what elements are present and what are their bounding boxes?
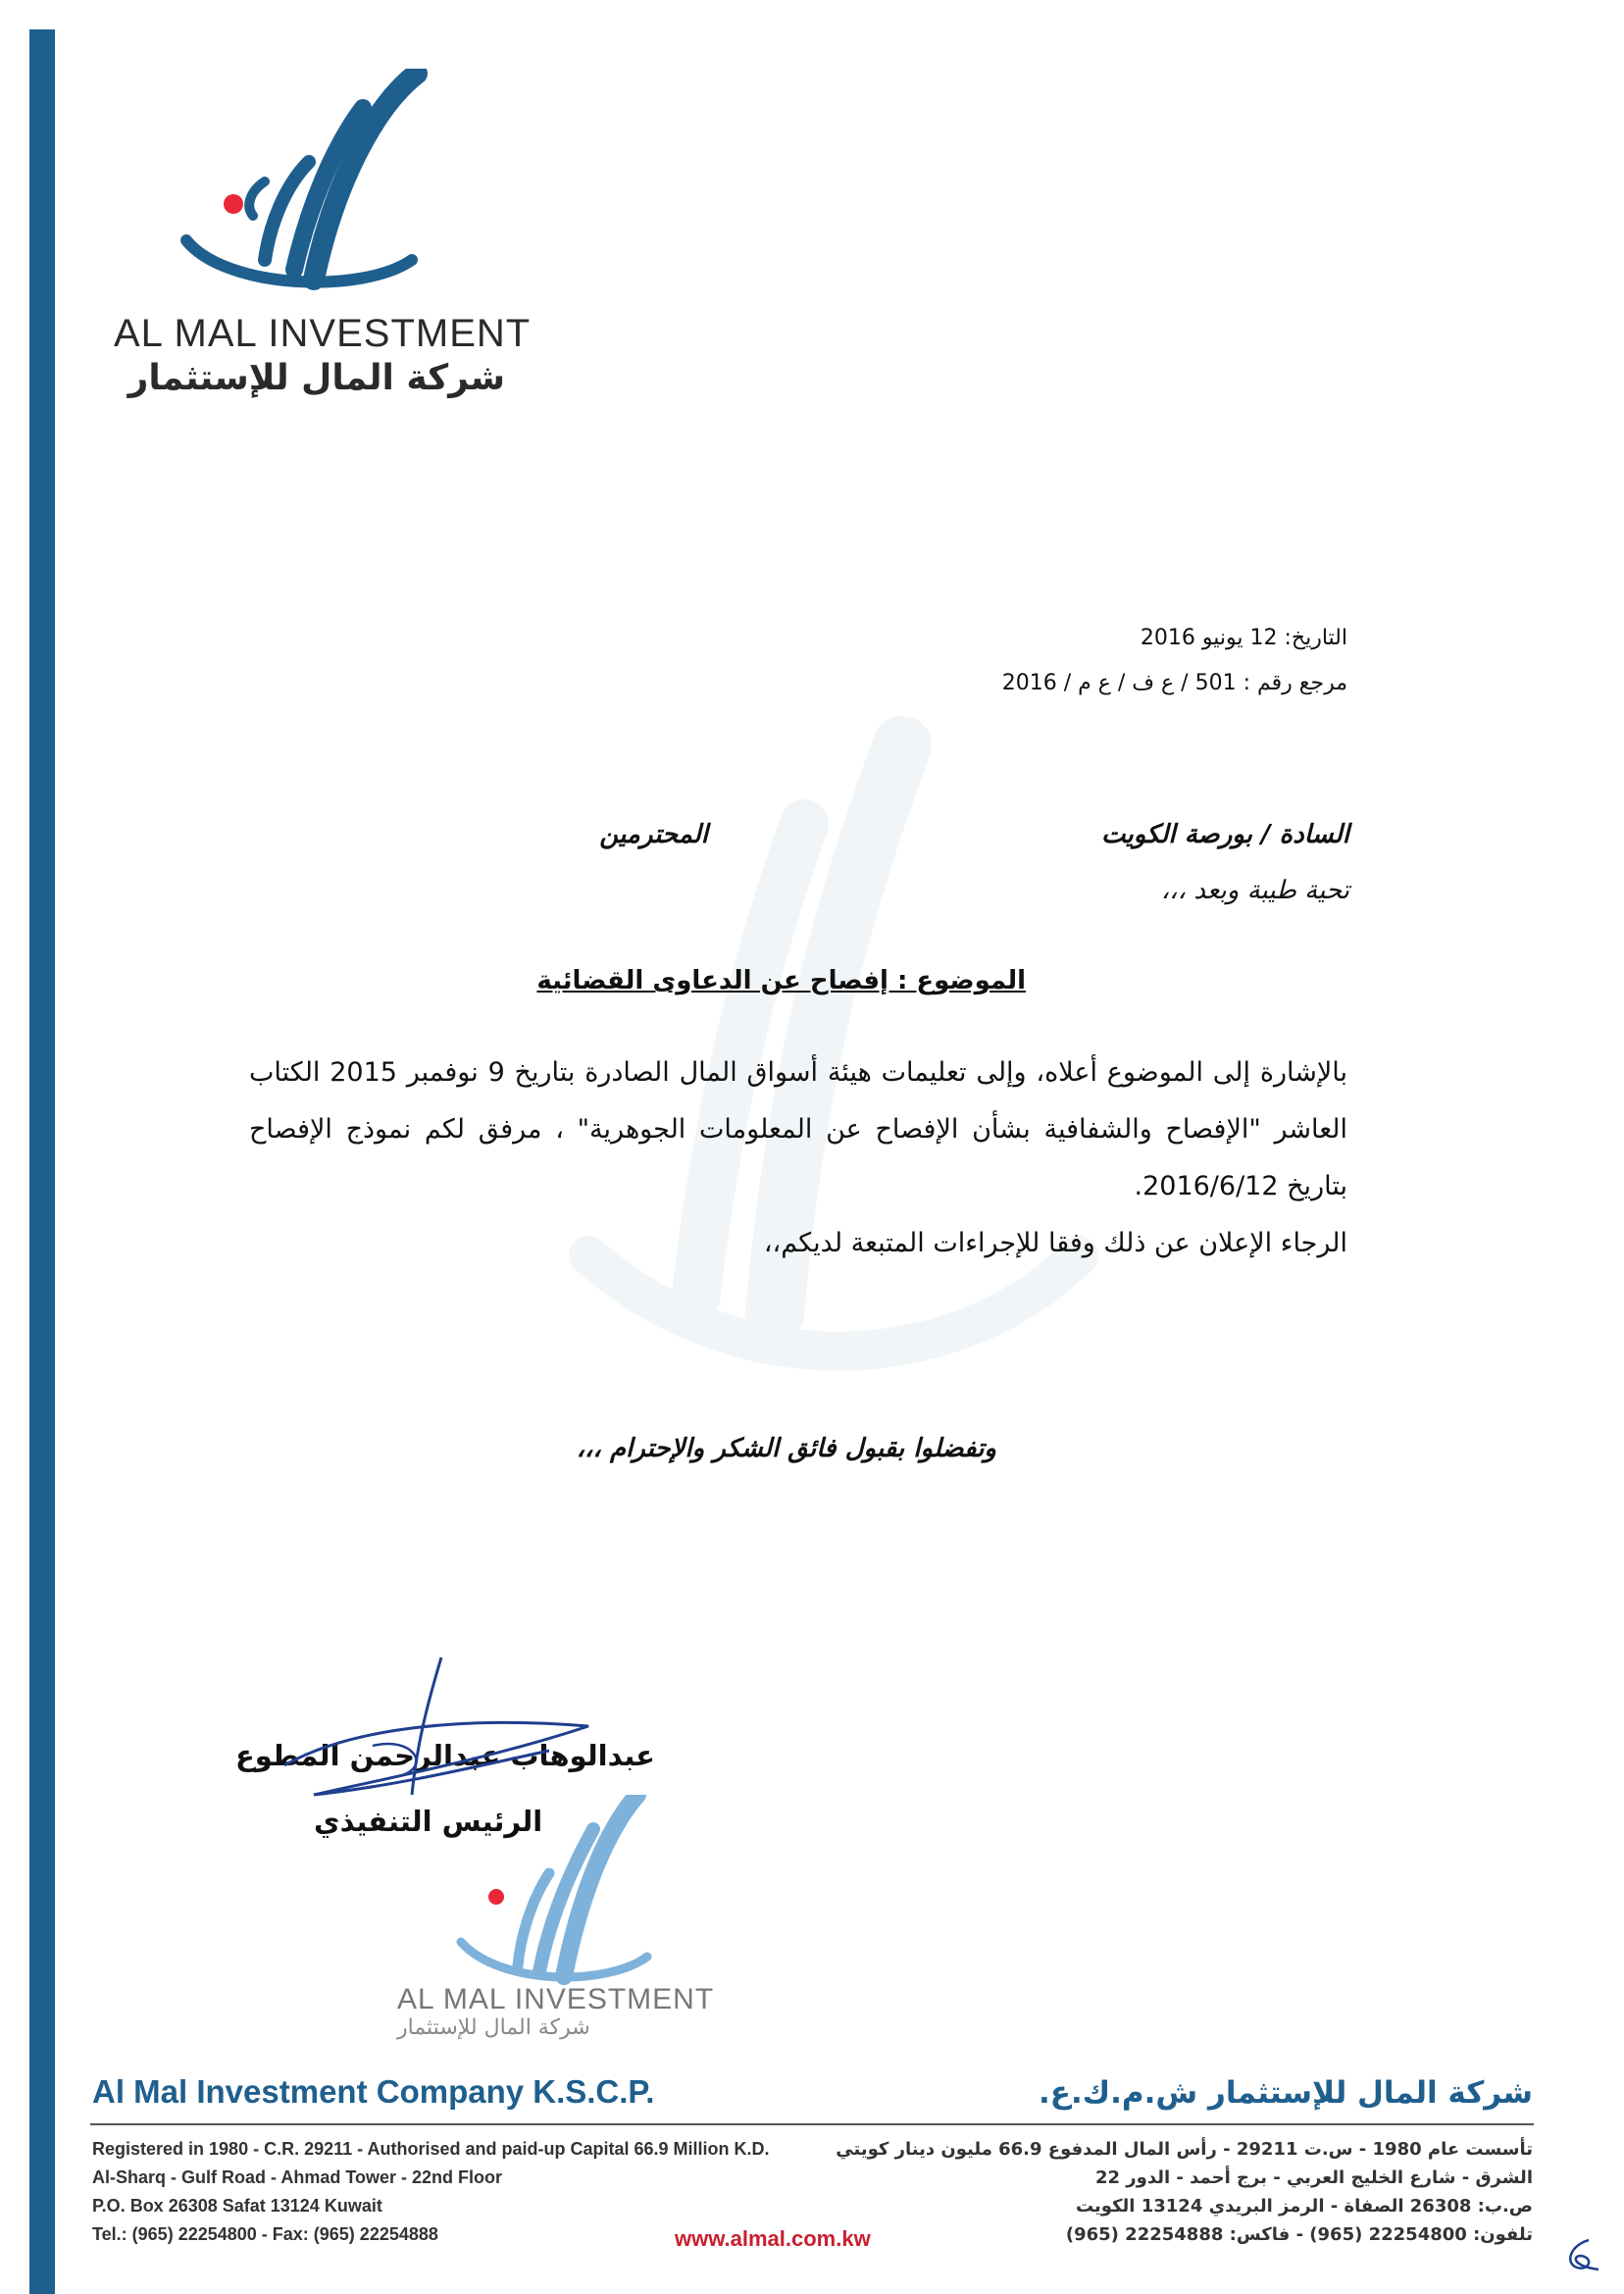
footer-pobox-ar: ص.ب: 26308 الصفاة - الرمز البريدي 13124 الكويت — [1075, 2196, 1533, 2217]
stamp-name-ar: شركة المال للإستثمار — [397, 2015, 590, 2040]
addressee: السادة / بورصة الكويت — [1100, 820, 1349, 849]
ref-label: مرجع رقم : — [1243, 671, 1347, 695]
letter-reference — [1002, 671, 1347, 695]
footer-registration-ar: تأسست عام 1980 - س.ت 29211 - رأس المال المدفوع 66.9 مليون دينار كويتي — [836, 2139, 1533, 2160]
signer-title: الرئيس التنفيذي — [314, 1805, 543, 1838]
brand-name-ar: شركة المال للإستثمار — [127, 358, 505, 398]
footer-registration-en: Registered in 1980 - C.R. 29211 - Authorised and paid-up Capital 66.9 Million K.D. — [92, 2139, 770, 2159]
footer-address-en: Al-Sharq - Gulf Road - Ahmad Tower - 22nd Floor — [92, 2167, 502, 2187]
letter-date — [1141, 626, 1347, 650]
honorific: المحترمين — [599, 820, 708, 849]
signer-name: عبدالوهاب عبدالرحمن المطوع — [235, 1739, 655, 1772]
website-link[interactable]: www.almal.com.kw — [675, 2226, 871, 2251]
footer-company-ar: شركة المال للإستثمار ش.م.ك.ع. — [1039, 2075, 1533, 2111]
body-paragraph-2: الرجاء الإعلان عن ذلك وفقا للإجراءات المتبعة لديكم،، — [763, 1228, 1347, 1258]
ref-value: 501 / ع ف / ع م / 2016 — [1001, 671, 1237, 695]
brand-name-en: AL MAL INVESTMENT — [114, 312, 532, 355]
footer-phone-en: Tel.: (965) 22254800 - Fax: (965) 22254888 — [92, 2224, 438, 2244]
subject-line: الموضوع : إفصاح عن الدعاوى القضائية — [536, 966, 1026, 995]
left-accent-bar — [29, 29, 55, 2294]
greeting: تحية طيبة وبعد ،،، — [1160, 876, 1349, 905]
date-label: التاريخ: — [1284, 626, 1347, 650]
company-logo-icon — [167, 69, 461, 304]
footer-divider — [90, 2123, 1534, 2125]
body-paragraph-1: بالإشارة إلى الموضوع أعلاه، وإلى تعليمات هيئة أسواق المال الصادرة بتاريخ 9 نوفمبر 2015 الكتاب العاشر "الإفصاح والشفافية بشأن الإفصاح عن المعلومات الجوهرية" ، مرفق لكم نموذج الإفصاح بتاريخ 2016/6/12. — [249, 1057, 1347, 1201]
closing-line: وتفضلوا بقبول فائق الشكر والإحترام ،،، — [576, 1434, 996, 1463]
stamp-name-en: AL MAL INVESTMENT — [397, 1983, 715, 2015]
handwritten-signature-icon — [255, 1648, 608, 1814]
footer-address-ar: الشرق - شارع الخليج العربي - برج أحمد - الدور 22 — [1094, 2167, 1533, 2188]
footer-phone-ar: تلفون: 22254800 (965) - فاكس: 22254888 (965) — [1065, 2224, 1533, 2245]
letter-body — [249, 1045, 1347, 1272]
footer-company-en: Al Mal Investment Company K.S.C.P. — [92, 2073, 655, 2110]
initials-mark-icon — [1559, 2236, 1602, 2275]
footer-pobox-en: P.O. Box 26308 Safat 13124 Kuwait — [92, 2196, 382, 2216]
date-value: 12 يونيو 2016 — [1140, 626, 1278, 650]
